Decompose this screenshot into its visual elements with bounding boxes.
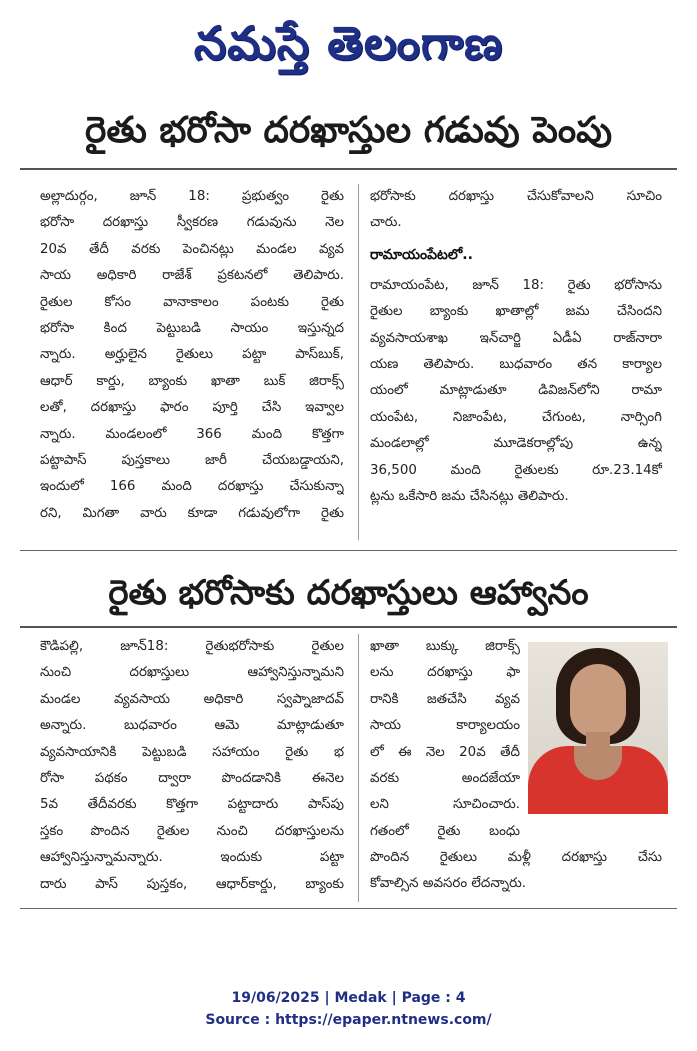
footer-source: Source : https://epaper.ntnews.com/ (205, 1012, 492, 1028)
text-line: మండల వ్యవసాయ అధికారి స్వప్నాజాదవ్ (40, 691, 344, 707)
text-line: ఆధార్ కార్డు, బ్యాంకు ఖాతా బుక్ జిరాక్స్ (40, 373, 344, 389)
article1-rule (20, 168, 677, 170)
text-line: సాయ అధికారి రాజేశ్ ప్రకటనలో తెలిపారు. (40, 268, 344, 284)
text-line: స్తకం పొందిన రైతుల నుంచి దరఖాస్తులను (40, 823, 344, 839)
text-line: యంపేట, నిజాంపేట, చేగుంట, నార్సింగి (370, 409, 662, 425)
article2-rule (20, 626, 677, 628)
text-line: నుంచి దరఖాస్తులు ఆహ్వానిస్తున్నామని (40, 665, 344, 681)
text-line: రామాయంపేట, జూన్ 18: రైతు భరోసాను (370, 277, 662, 293)
text-line: రైతుల కోసం వానాకాలం పంటకు రైతు (40, 294, 344, 310)
text-line: రోసా పథకం ద్వారా పొందడానికి ఈనెల (40, 771, 344, 787)
text-line: 36,500 మంది రైతులకు రూ.23.14కో (370, 462, 662, 478)
text-line: లతో, దరఖాస్తు ఫారం పూర్తి చేసి ఇవ్వాల (40, 400, 344, 416)
text-line: వ్యవసాయానికి పెట్టుబడి సహాయం రైతు భ (40, 744, 344, 760)
article2-column-2-lead (370, 819, 520, 847)
article-rythu-bharosa-applications (20, 560, 677, 912)
article2-column-2-full (370, 845, 662, 901)
text-line: చారు. (370, 215, 402, 231)
text-line: 5వ తేదీవరకు కొత్తగా పట్టాదారు పాస్‌పు (40, 797, 344, 813)
text-line: రని, మిగతా వారు కూడా గడువులోగా రైతు (40, 505, 344, 521)
article1-column-2 (370, 184, 662, 546)
text-line: ఆహ్వానిస్తున్నామన్నారు. ఇందుకు పట్టా (40, 850, 344, 866)
text-line: లో ఈ నెల 20వ తేదీ (370, 744, 520, 760)
agriculture-officer-photo (528, 642, 668, 814)
article2-bottom-rule (20, 908, 677, 909)
text-line: రానికి జతచేసి వ్యవ (370, 691, 520, 707)
text-line: ఇందులో 166 మంది దరఖాస్తు చేసుకున్నా (40, 479, 344, 495)
article1-headline: రైతు భరోసా దరఖాస్తుల గడువు పెంపు (84, 110, 613, 151)
text-line: అన్నారు. బుధవారం ఆమె మాట్లాడుతూ (40, 718, 344, 734)
text-line: దారు పాస్ పుస్తకం, ఆధార్‌కార్డు, బ్యాంకు (40, 876, 344, 892)
column-divider (358, 184, 359, 540)
text-line: లను దరఖాస్తు ఫా (370, 665, 520, 681)
text-line: ట్లను ఒకేసారి జమ చేసినట్లు తెలిపారు. (370, 489, 569, 505)
text-line: అల్లాదుర్గం, జూన్ 18: ప్రభుత్వం రైతు (40, 189, 344, 204)
column-divider (358, 634, 359, 902)
text-line: రైతుల బ్యాంకు ఖాతాల్లో జమ చేసిందని (370, 304, 662, 320)
text-line: 20వ తేదీ వరకు పెంచినట్లు మండల వ్యవ (40, 241, 344, 257)
text-line: కోవాల్సిన అవసరం లేదన్నారు. (370, 876, 526, 892)
article1-column-1 (40, 184, 344, 544)
text-line: న్నారు. మండలంలో 366 మంది కొత్తగా (40, 426, 344, 442)
footer-date-edition: 19/06/2025 | Medak | Page : 4 (231, 990, 466, 1006)
text-line: కౌడిపల్లి, జూన్18: రైతుభరోసాకు రైతుల (40, 639, 344, 654)
text-line: సాయ కార్యాలయం (370, 718, 520, 734)
text-line: భరోసా దరఖాస్తు స్వీకరణ గడువును నెల (40, 215, 344, 231)
article1-bottom-rule (20, 550, 677, 551)
text-line: భరోసా కింద పెట్టుబడి సాయం ఇస్తున్నద (40, 321, 344, 337)
text-line: న్నారు. అర్హులైన రైతులు పట్టా పాస్‌బుక్, (40, 347, 344, 363)
article2-column-2-narrow (370, 634, 520, 824)
text-line: వరకు అందజేయా (370, 771, 520, 787)
text-line: గతంలో రైతు బంధు (370, 824, 520, 839)
article-rythu-bharosa-deadline (20, 92, 677, 552)
article2-column-1 (40, 634, 344, 904)
text-line: యణ తెలిపారు. బుధవారం తన కార్యాల (370, 357, 662, 373)
text-line: భరోసాకు దరఖాస్తు చేసుకోవాలని సూచిం (370, 189, 662, 204)
text-line: వ్యవసాయశాఖ ఇన్‌చార్జి ఏడీఏ రాజ్‌నారా (370, 330, 662, 346)
text-line: పొందిన రైతులు మళ్లీ దరఖాస్తు చేసు (370, 850, 662, 865)
text-line: పట్టాపాస్ పుస్తకాలు జారీ చేయబడ్డాయని, (40, 453, 344, 469)
text-line: ఖాతా బుక్కు జిరాక్స్ (370, 639, 520, 654)
text-line: యంలో మాట్లాడుతూ డివిజన్‌లోని రామా (370, 383, 662, 399)
article2-headline: రైతు భరోసాకు దరఖాస్తులు ఆహ్వానం (108, 573, 589, 613)
article1-subheading: రామాయంపేటలో.. (370, 246, 473, 263)
text-line: మండలాల్లో మూడెకరాల్లోపు ఉన్న (370, 436, 662, 452)
newspaper-masthead: నమస్తే తెలంగాణ (193, 16, 504, 70)
text-line: లని సూచించారు. (370, 797, 520, 813)
